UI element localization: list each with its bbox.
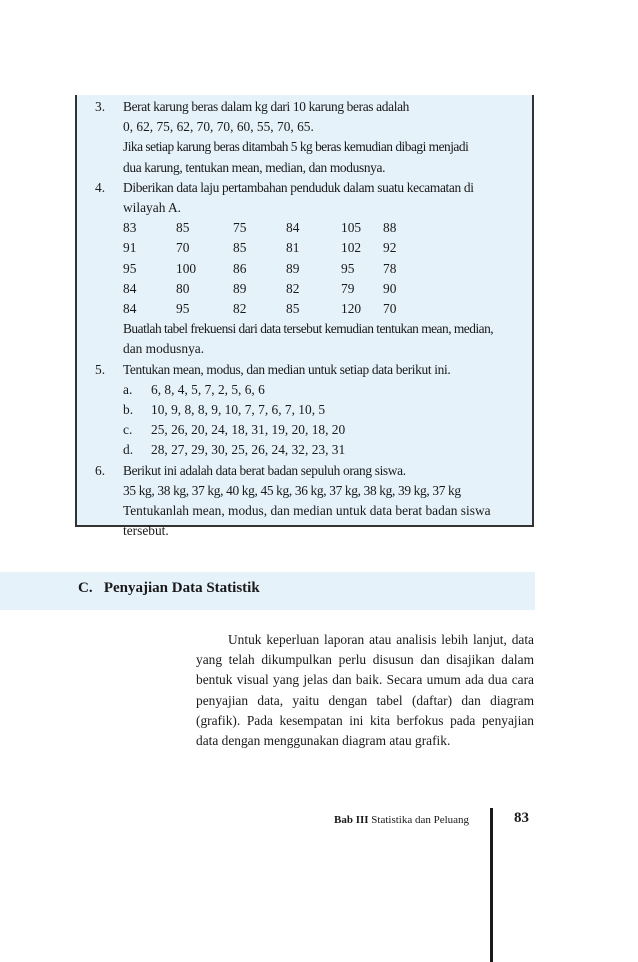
data-grid-row xyxy=(123,238,525,258)
exercise-text: tersebut. xyxy=(123,523,169,539)
data-cell: 105 xyxy=(341,220,362,236)
data-cell: 91 xyxy=(123,240,137,256)
data-cell: 92 xyxy=(383,240,397,256)
data-cell: 102 xyxy=(341,240,362,256)
exercise-list xyxy=(95,97,525,541)
exercise-text: Tentukan mean, modus, dan median untuk setiap data berikut ini. xyxy=(123,361,451,377)
data-cell: 95 xyxy=(341,260,355,276)
sub-item-label: c. xyxy=(123,422,133,438)
exercise-text: Berikut ini adalah data berat badan sepuluh orang siswa. xyxy=(123,462,406,478)
exercise-text: dua karung, tentukan mean, median, dan modusnya. xyxy=(123,159,386,175)
data-grid-row xyxy=(123,299,525,319)
exercise-number: 4. xyxy=(95,179,106,195)
data-cell: 85 xyxy=(176,220,190,236)
data-cell: 89 xyxy=(286,260,300,276)
sub-item-label: b. xyxy=(123,402,134,418)
data-cell: 70 xyxy=(383,301,397,317)
data-cell: 100 xyxy=(176,260,197,276)
paragraph-text: Untuk keperluan laporan atau analisis lebih lanjut, data yang telah dikumpulkan perlu disusun dan disajikan dalam bentuk visual yang jelas dan baik. Secara umum ada dua cara penyajian data, yaitu dengan tabel (daftar) dan diagram (grafik). Pada kesempatan ini kita berfokus pada penyajian data dengan menggunakan diagram atau grafik. xyxy=(196,632,534,749)
exercise-text: Buatlah tabel frekuensi dari data tersebut kemudian tentukan mean, median, xyxy=(123,321,494,337)
data-cell: 86 xyxy=(233,260,247,276)
sub-item-d xyxy=(123,440,525,460)
data-cell: 79 xyxy=(341,280,355,296)
chapter-title: Statistika dan Peluang xyxy=(371,814,470,826)
sub-item-b xyxy=(123,400,525,420)
data-cell: 83 xyxy=(123,220,137,236)
data-cell: 75 xyxy=(233,220,247,236)
sub-item-data: 6, 8, 4, 5, 7, 2, 5, 6, 6 xyxy=(151,381,265,397)
data-cell: 81 xyxy=(286,240,300,256)
sub-item-data: 10, 9, 8, 8, 9, 10, 7, 7, 6, 7, 10, 5 xyxy=(151,402,326,418)
data-cell: 88 xyxy=(383,220,397,236)
data-grid-row xyxy=(123,218,525,238)
section-title: Penyajian Data Statistik xyxy=(103,580,260,596)
sub-item-label: a. xyxy=(123,381,133,397)
exercise-item-4 xyxy=(95,178,525,360)
exercise-data: 35 kg, 38 kg, 37 kg, 40 kg, 45 kg, 36 kg, 37 kg, 38 kg, 39 kg, 37 kg xyxy=(123,482,461,498)
exercise-text: Tentukanlah mean, modus, dan median untuk data berat badan siswa xyxy=(123,503,491,519)
sub-item-label: d. xyxy=(123,442,134,458)
exercise-data: 0, 62, 75, 62, 70, 70, 60, 55, 70, 65. xyxy=(123,119,314,135)
exercise-box xyxy=(75,95,534,539)
data-cell: 78 xyxy=(383,260,397,276)
chapter-label: Bab III xyxy=(334,814,369,826)
data-cell: 80 xyxy=(176,280,190,296)
data-cell: 84 xyxy=(123,280,137,296)
footer-divider xyxy=(490,808,493,962)
data-grid-row xyxy=(123,279,525,299)
data-cell: 85 xyxy=(286,301,300,317)
exercise-number: 6. xyxy=(95,462,106,478)
sub-item-c xyxy=(123,420,525,440)
data-cell: 82 xyxy=(233,301,247,317)
data-cell: 95 xyxy=(123,260,137,276)
section-paragraph xyxy=(196,630,534,751)
data-cell: 82 xyxy=(286,280,300,296)
exercise-text: Diberikan data laju pertambahan penduduk dalam suatu kecamatan di xyxy=(123,179,474,195)
exercise-text: dan modusnya. xyxy=(123,341,205,357)
data-cell: 84 xyxy=(123,301,137,317)
exercise-item-3 xyxy=(95,97,525,178)
sub-item-data: 25, 26, 20, 24, 18, 31, 19, 20, 18, 20 xyxy=(151,422,346,438)
sub-item-data: 28, 27, 29, 30, 25, 26, 24, 32, 23, 31 xyxy=(151,442,346,458)
data-cell: 89 xyxy=(233,280,247,296)
running-footer xyxy=(334,814,469,826)
exercise-item-6 xyxy=(95,461,525,542)
data-cell: 90 xyxy=(383,280,397,296)
page-number: 83 xyxy=(514,810,529,826)
exercise-text: wilayah A. xyxy=(123,200,182,216)
data-cell: 85 xyxy=(233,240,247,256)
exercise-text: Berat karung beras dalam kg dari 10 karung beras adalah xyxy=(123,99,410,114)
exercise-number: 3. xyxy=(95,99,106,114)
data-cell: 95 xyxy=(176,301,190,317)
exercise-item-5 xyxy=(95,360,525,461)
data-grid-row xyxy=(123,259,525,279)
data-cell: 70 xyxy=(176,240,190,256)
data-grid xyxy=(123,218,525,319)
section-heading xyxy=(78,580,260,597)
data-cell: 120 xyxy=(341,301,362,317)
exercise-number: 5. xyxy=(95,361,106,377)
exercise-text: Jika setiap karung beras ditambah 5 kg beras kemudian dibagi menjadi xyxy=(123,139,469,155)
data-cell: 84 xyxy=(286,220,300,236)
sub-item-a xyxy=(123,380,525,400)
section-label: C. xyxy=(78,580,93,596)
